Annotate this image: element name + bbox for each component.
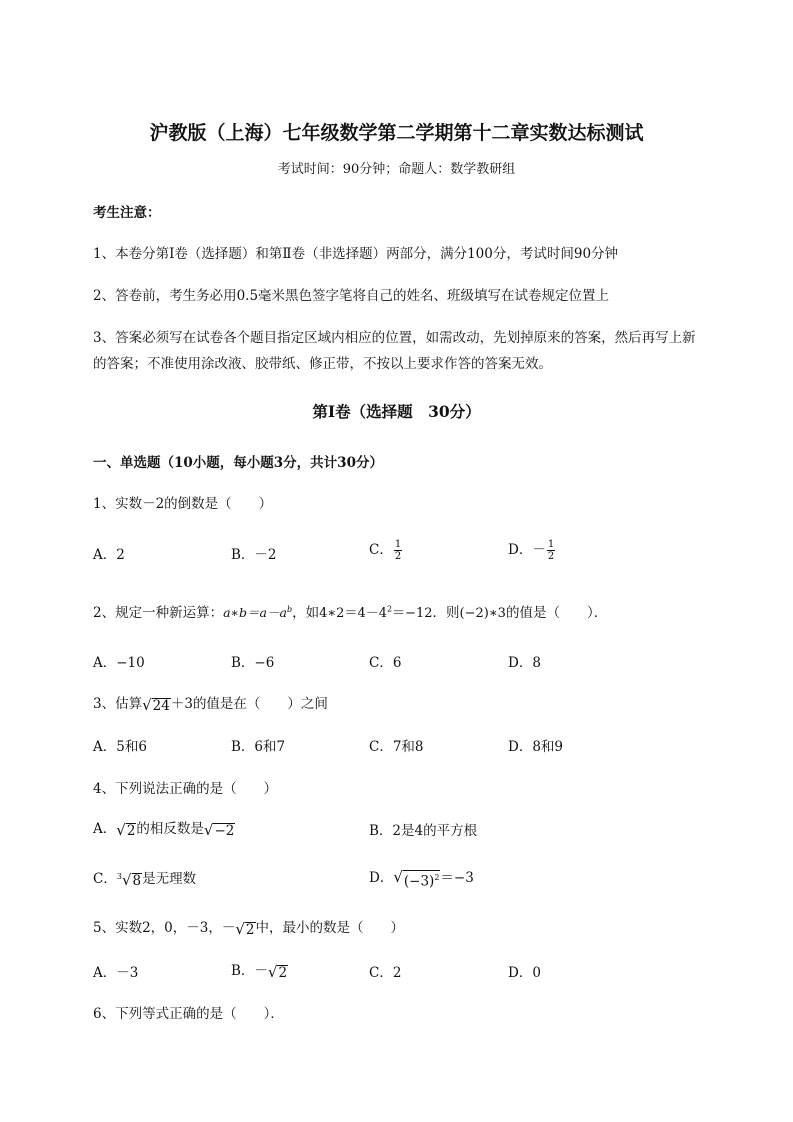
q5-option-c: C．2 [369, 965, 402, 981]
notice-item-1: 1、本卷分第I卷（选择题）和第Ⅱ卷（非选择题）两部分，满分100分，考试时间90分钟 [93, 246, 619, 262]
question-4-stem: 4、下列说法正确的是（ ） [93, 781, 278, 797]
q4-option-b: B．2是4的平方根 [369, 823, 478, 839]
page-subtitle: 考试时间：90分钟；命题人：数学教研组 [277, 162, 516, 177]
question-6-stem: 6、下列等式正确的是（ ）． [93, 1006, 284, 1022]
q4-option-d: D． √ $(-3)^2$ ＝−3 [369, 867, 474, 890]
q4-option-c: C． 3 √ 8 是无理数 [93, 870, 197, 889]
notice-item-2: 2、答卷前，考生务必用0.5毫米黑色签字笔将自己的姓名、班级填写在试卷规定位置上 [93, 288, 610, 304]
notice-heading: 考生注意： [93, 205, 161, 221]
q3-option-d: D．8和9 [508, 739, 564, 755]
q1-option-d: D．－ $\frac{1}{2}$ [508, 539, 555, 562]
question-2-stem: 2、规定一种新运算：$a∗b=a-a^b$，如$4∗2=4-4^2=-12$．则(−2)∗3的值是（ ）． [93, 604, 608, 621]
question-3-stem: 3、估算 √ 24 ＋3的值是在（ ）之间 [93, 695, 328, 714]
page-title: 沪教版（上海）七年级数学第二学期第十二章实数达标测试 [149, 122, 644, 144]
q4-option-a: A． √ 2 的相反数是 √ −2 [93, 820, 235, 839]
q2-option-c: C．6 [369, 655, 402, 671]
q2-option-d: D．8 [508, 655, 541, 671]
q3-option-b: B．6和7 [231, 739, 286, 755]
q2-option-a: A．−10 [93, 655, 145, 671]
q5-option-a: A．－3 [93, 965, 139, 981]
q2-option-b: B．−6 [231, 655, 275, 671]
q1-option-a: A．2 [93, 547, 125, 563]
question-5-stem: 5、实数2，0，－3，－ √ 2 中，最小的数是（ ） [93, 919, 405, 938]
notice-item-3-cont: 的答案；不准使用涂改液、胶带纸、修正带，不按以上要求作答的答案无效。 [93, 356, 552, 372]
q5-option-b: B．－ √ 2 [231, 962, 288, 981]
part-heading: 一、单选题（10小题，每小题3分，共计30分） [93, 455, 383, 471]
question-1-stem: 1、实数－2的倒数是（ ） [93, 496, 273, 512]
section-title: 第I卷（选择题 30分） [312, 402, 481, 421]
q3-option-c: C．7和8 [369, 739, 424, 755]
q1-option-b: B．－2 [231, 547, 277, 563]
notice-item-3: 3、答案必须写在试卷各个题目指定区域内相应的位置，如需改动，先划掉原来的答案，然后再写上新 [93, 330, 696, 346]
q3-option-a: A．5和6 [93, 739, 147, 755]
q5-option-d: D．0 [508, 965, 541, 981]
q1-option-c: C． $\frac{1}{2}$ [369, 539, 402, 562]
